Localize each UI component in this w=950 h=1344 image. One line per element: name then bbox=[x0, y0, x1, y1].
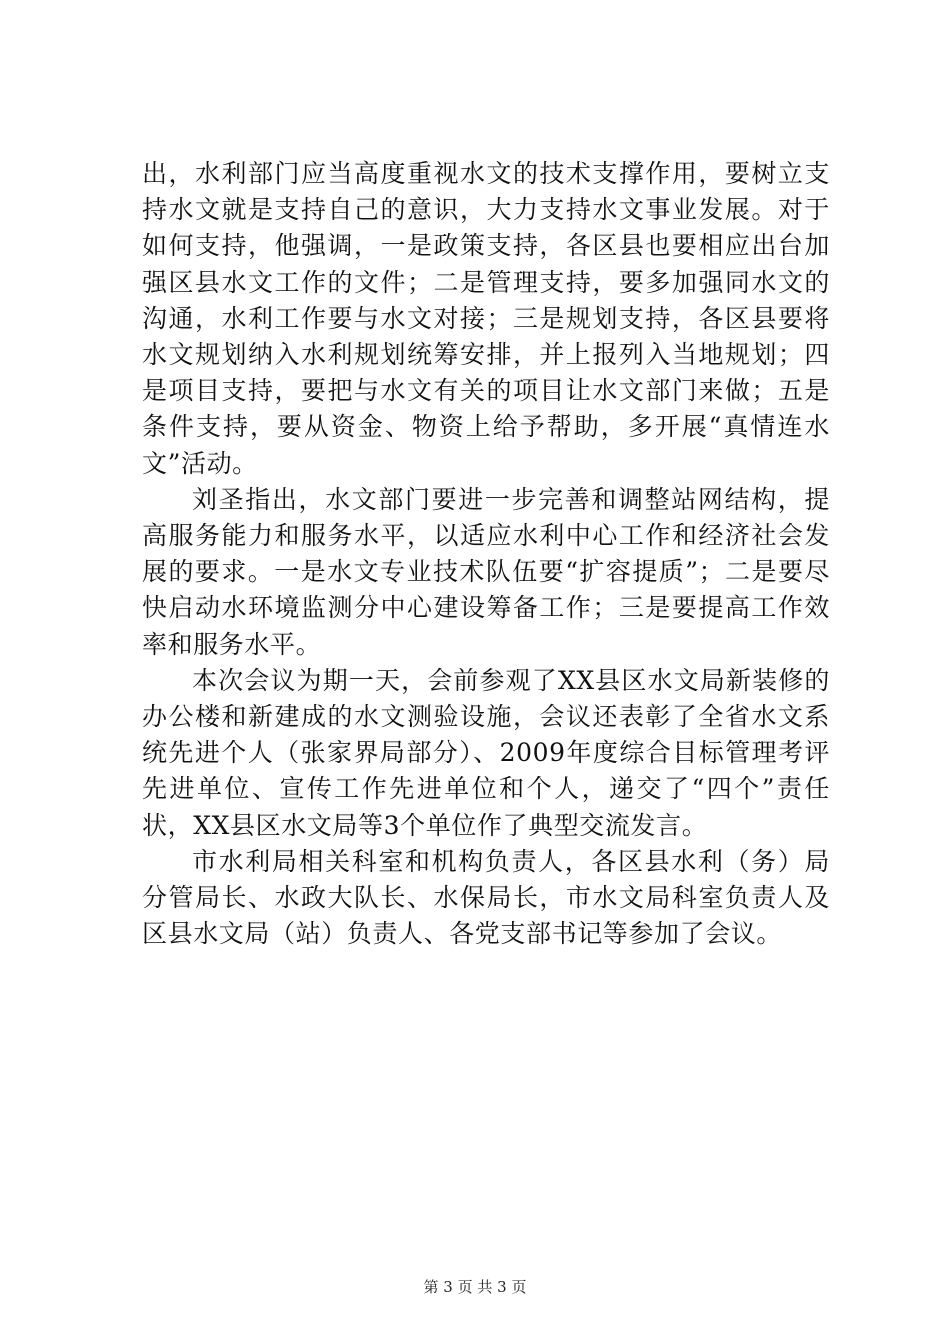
paragraph-attendees: 市水利局相关科室和机构负责人，各区县水利（务）局分管局长、水政大队长、水保局长，市水文局科室负责人及区县水文局（站）负责人、各党支部书记等参加了会议。 bbox=[142, 846, 830, 949]
paragraph-meeting-summary: 本次会议为期一天，会前参观了XX县区水文局新装修的办公楼和新建成的水文测验设施，会议还表彰了全省水文系统先进个人（张家界局部分）、2009年度综合目标管理考评先进单位、宣传工作先进单位和个人，递交了“四个”责任状，XX县区水文局等3个单位作了典型交流发言。 bbox=[142, 665, 830, 840]
paragraph-liu-sheng: 刘圣指出，水文部门要进一步完善和调整站网结构，提高服务能力和服务水平，以适应水利中心工作和经济社会发展的要求。一是水文专业技术队伍要“扩容提质”；二是要尽快启动水环境监测分中心建设筹备工作；三是要提高工作效率和服务水平。 bbox=[142, 484, 830, 659]
paragraph-continuation: 出，水利部门应当高度重视水文的技术支撑作用，要树立支持水文就是支持自己的意识，大力支持水文事业发展。对于如何支持，他强调，一是政策支持，各区县也要相应出台加强区县水文工作的文件；二是管理支持，要多加强同水文的沟通，水利工作要与水文对接；三是规划支持，各区县要将水文规划纳入水利规划统筹安排，并上报列入当地规划；四是项目支持，要把与水文有关的项目让水文部门来做；五是条件支持，要从资金、物资上给予帮助，多开展“真情连水文”活动。 bbox=[142, 159, 830, 478]
page-number-footer: 第 3 页 共 3 页 bbox=[423, 1278, 527, 1296]
document-body bbox=[142, 156, 830, 952]
